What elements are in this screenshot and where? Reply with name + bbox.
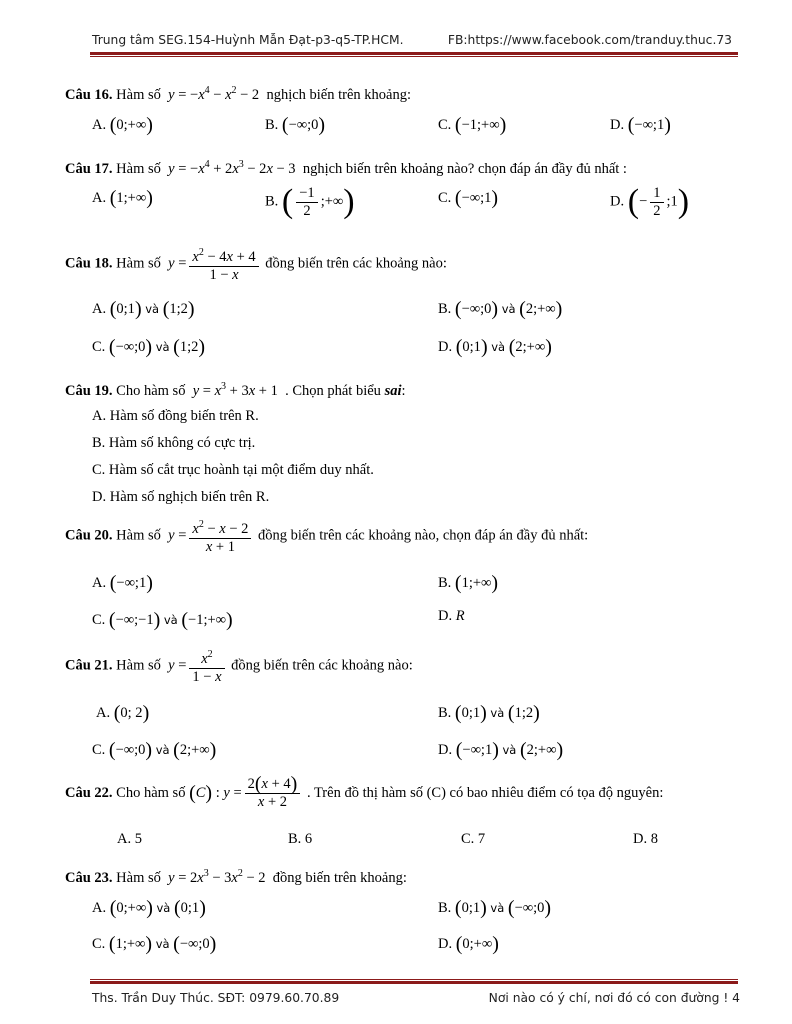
q16-option-b: B. (−∞;0) <box>265 114 326 136</box>
q17-option-d: D. (− $\frac{1}{2}$ ;1) <box>610 183 690 220</box>
q23-option-c: C. (1;+∞) và (−∞;0) <box>92 933 217 955</box>
question-20: Câu 20. Hàm số y = $\frac{x^2 - x - 2}{x + 1}$ đồng biến trên các khoảng nào, chọn đáp án đầy đủ nhất: <box>65 516 588 556</box>
q18-option-a: A. (0;1) và (1;2) <box>92 298 195 320</box>
footer-rule-thin <box>90 979 738 980</box>
footer-left: Ths. Trần Duy Thúc. SĐT: 0979.60.70.89 <box>92 991 340 1005</box>
q20-option-b: B. (1;+∞) <box>438 572 499 594</box>
q22-option-b: B. 6 <box>288 831 313 847</box>
question-23: Câu 23. Hàm số $y = 2x^3 - 3x^2 - 2$ đồng biến trên khoảng: <box>65 868 407 886</box>
q21-option-d: D. (−∞;1) và (2;+∞) <box>438 739 564 761</box>
header-rule <box>90 52 738 55</box>
header-right: FB:https://www.facebook.com/tranduy.thuc.73 <box>447 33 732 47</box>
q18-option-c: C. (−∞;0) và (1;2) <box>92 336 206 358</box>
q17-option-b: B. ( $\frac{-1}{2}$ ;+∞) <box>265 183 355 220</box>
q19-option-c: C. Hàm số cắt trục hoành tại một điểm duy nhất. <box>92 462 374 478</box>
footer-rule <box>90 981 738 984</box>
q19-option-d: D. Hàm số nghịch biến trên R. <box>92 489 270 505</box>
q17-option-a: A. (1;+∞) <box>92 187 153 209</box>
question-19: Câu 19. Cho hàm số $y = x^3 + 3x + 1$ . Chọn phát biểu sai: <box>65 381 406 399</box>
question-16: Câu 16. Hàm số $y = -x^4 - x^2 - 2$ nghịch biến trên khoảng: <box>65 85 411 103</box>
footer-right: Nơi nào có ý chí, nơi đó có con đường ! 4 <box>488 991 740 1005</box>
q17-option-c: C. (−∞;1) <box>438 187 499 209</box>
q23-option-d: D. (0;+∞) <box>438 933 499 955</box>
q21-option-b: B. (0;1) và (1;2) <box>438 702 540 724</box>
header-left: Trung tâm SEG.154-Huỳnh Mẫn Đạt-p3-q5-TP.HCM. <box>92 33 404 47</box>
q21-option-a: A. (0; 2) <box>96 702 150 724</box>
page-header <box>92 33 732 51</box>
q22-option-c: C. 7 <box>461 831 486 847</box>
q22-option-d: D. 8 <box>633 831 658 847</box>
q18-option-b: B. (−∞;0) và (2;+∞) <box>438 298 563 320</box>
q23-option-a: A. (0;+∞) và (0;1) <box>92 897 206 919</box>
q19-option-a: A. Hàm số đồng biến trên R. <box>92 408 259 424</box>
q16-option-d: D. (−∞;1) <box>610 114 671 136</box>
header-rule-thin <box>90 56 738 57</box>
question-17: Câu 17. Hàm số $y = -x^4 + 2x^3 - 2x - 3$ nghịch biến trên khoảng nào? chọn đáp án đầy đủ nhất : <box>65 159 627 177</box>
q20-option-a: A. (−∞;1) <box>92 572 153 594</box>
page-footer <box>92 991 740 1009</box>
q23-option-b: B. (0;1) và (−∞;0) <box>438 897 552 919</box>
q16-option-a: A. (0;+∞) <box>92 114 153 136</box>
q22-option-a: A. 5 <box>117 831 142 847</box>
q20-option-c: C. (−∞;−1) và (−1;+∞) <box>92 609 233 631</box>
q19-option-b: B. Hàm số không có cực trị. <box>92 435 256 451</box>
q21-option-c: C. (−∞;0) và (2;+∞) <box>92 739 217 761</box>
question-18: Câu 18. Hàm số y = $\frac{x^2 - 4x + 4}{1 - x}$ đồng biến trên các khoảng nào: <box>65 244 447 284</box>
q18-option-d: D. (0;1) và (2;+∞) <box>438 336 552 358</box>
q20-option-d: D. R <box>438 608 465 624</box>
q16-option-c: C. (−1;+∞) <box>438 114 507 136</box>
question-21: Câu 21. Hàm số y = $\frac{x^2}{1 - x}$ đồng biến trên các khoảng nào: <box>65 646 413 686</box>
question-22: Câu 22. Cho hàm số (C) : y = $\frac{2(x + 4)}{x + 2}$ . Trên đồ thị hàm số (C) có bao nhiêu điểm có tọa độ nguyên: <box>65 773 664 810</box>
